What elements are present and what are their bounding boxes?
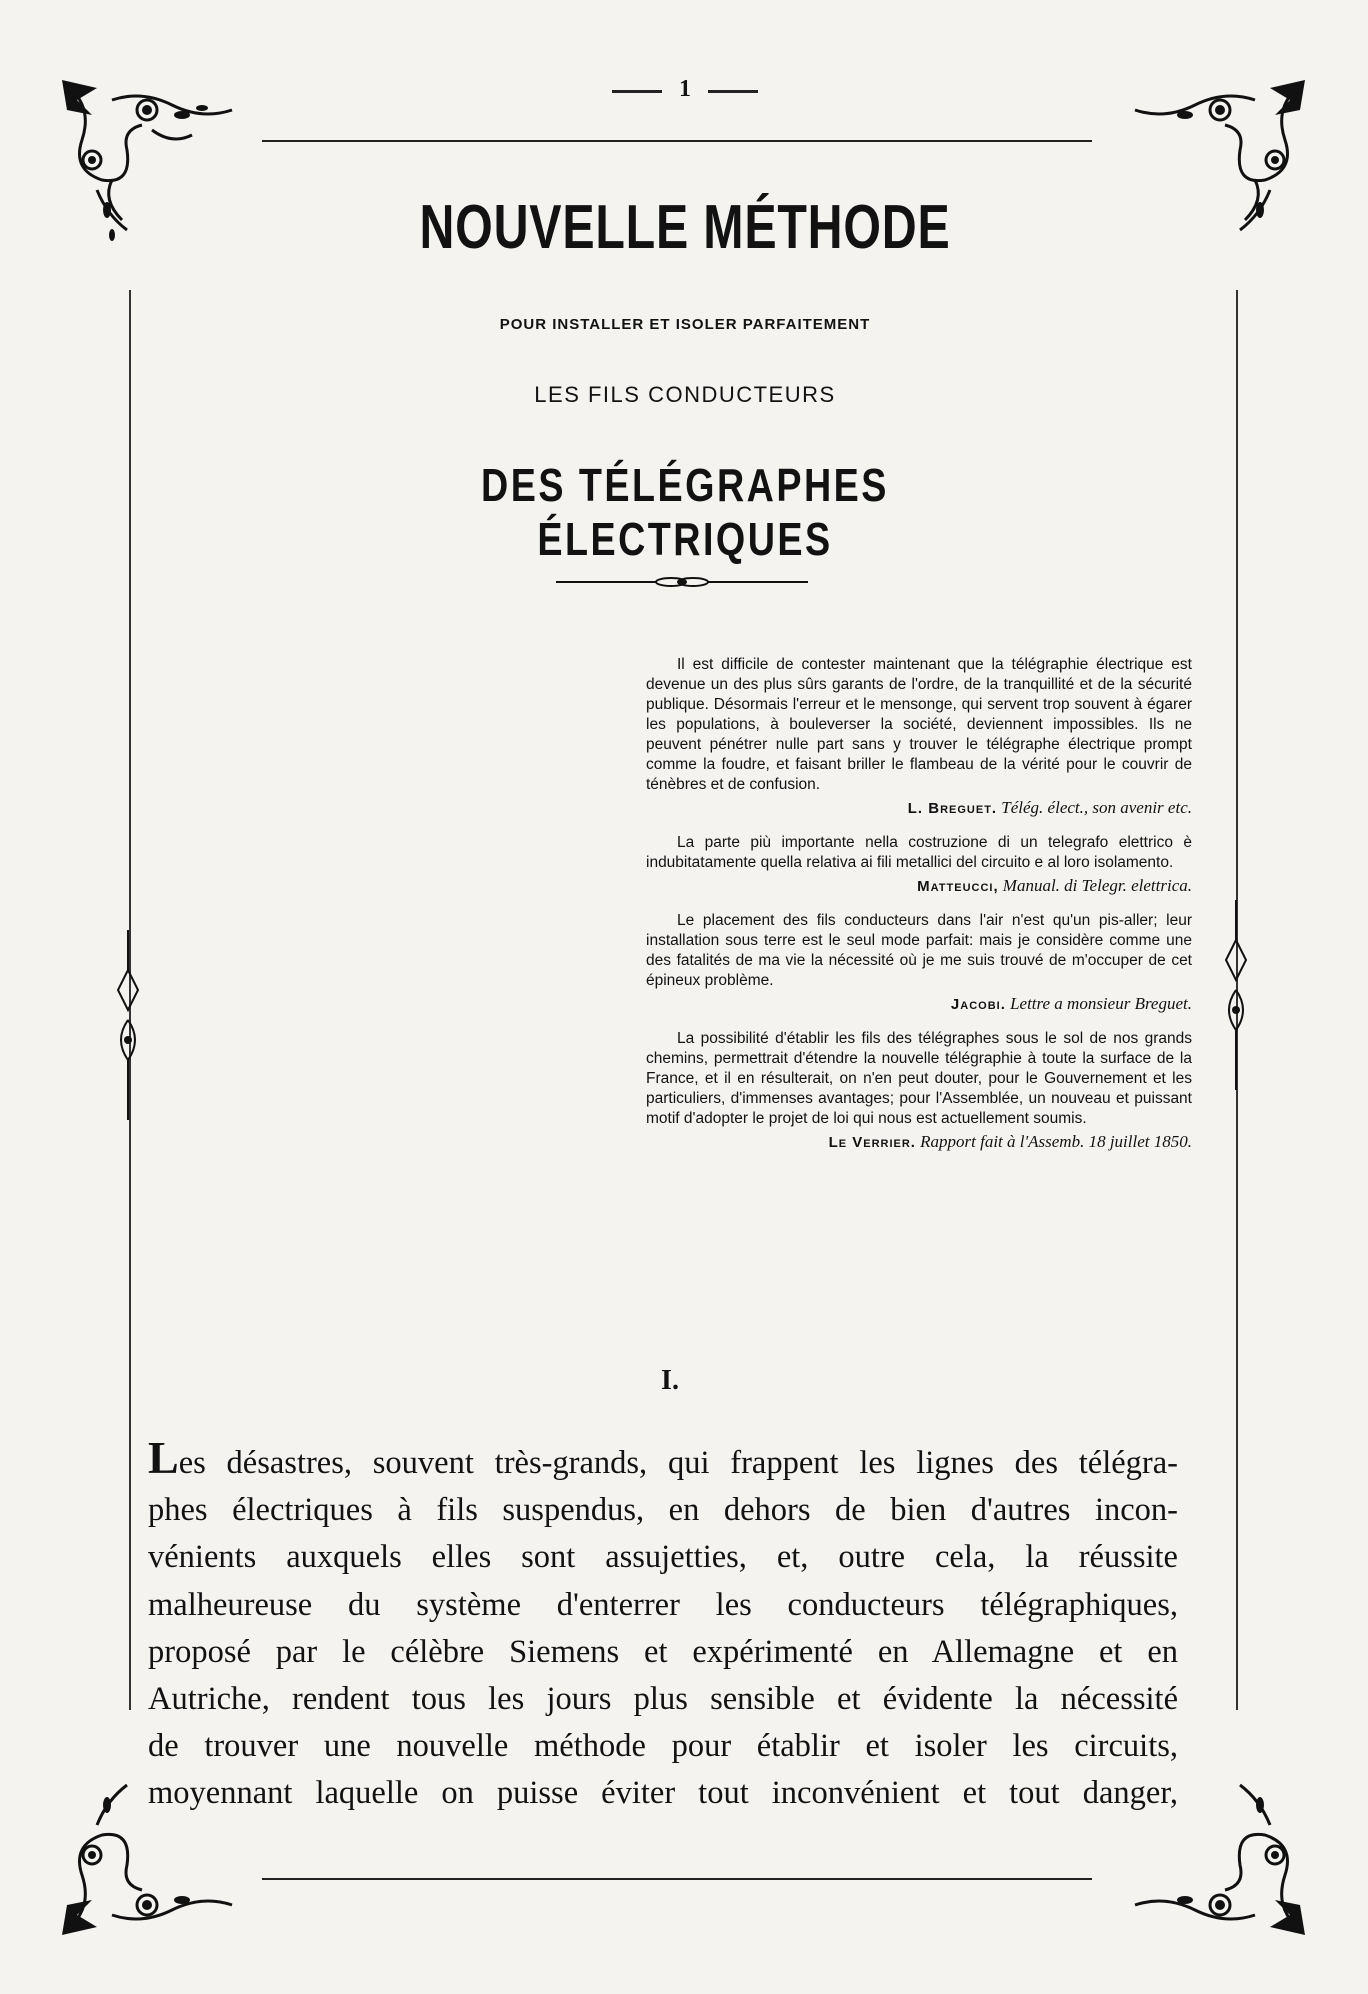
page-number-block [600, 76, 770, 106]
side-ornament-icon [1218, 900, 1254, 1090]
drop-cap: L [148, 1432, 179, 1483]
epigraph-text: La parte più importante nella costruzione di un telegrafo elettrico è indubitatamente quella relativa ai fili metallici del circuito e al loro isolamento. [646, 834, 1192, 871]
body-line: phes électriques à fils suspendus, en dehors de bien d'autres incon- [148, 1492, 1178, 1529]
epigraph-work: Rapport fait à l'Assemb. 18 juillet 1850. [920, 1132, 1192, 1151]
epigraph-work: Lettre a monsieur Breguet. [1010, 994, 1192, 1013]
epigraph-author: Le Verrier. [828, 1134, 916, 1151]
epigraph-citation [646, 1132, 1192, 1153]
page-number-rule-left [612, 90, 662, 93]
body-line: moyennant laquelle on puisse éviter tout inconvénient et tout danger, [148, 1775, 1178, 1812]
epigraph-citation [646, 798, 1192, 819]
body-line: proposé par le célèbre Siemens et expérimenté en Allemagne et en [148, 1633, 1178, 1670]
corner-ornament-icon [52, 70, 252, 270]
body-line: vénients auxquels elles sont assujetties, et, outre cela, la réussite [148, 1539, 1178, 1576]
epigraph-author: Jacobi. [950, 996, 1006, 1013]
section-number: I. [661, 1365, 679, 1396]
frame-top-rule [262, 140, 1092, 142]
main-title: NOUVELLE MÉTHODE [419, 193, 951, 262]
subtitle-small: POUR INSTALLER ET ISOLER PARFAITEMENT [499, 316, 871, 333]
corner-ornament-icon [1115, 70, 1315, 270]
body-line-text: es désastres, souvent très-grands, qui frappent les lignes des télégra- [178, 1445, 1178, 1481]
body-line [148, 1432, 1178, 1487]
page-number: 1 [673, 76, 697, 102]
body-line: malheureuse du système d'enterrer les conducteurs télégraphiques, [148, 1586, 1178, 1623]
epigraph-citation [646, 994, 1192, 1015]
epigraph-text: Il est difficile de contester maintenant que la télégraphie électrique est devenue un des plus sûrs garants de l'ordre, de la tranquillité et de la sécurité publique. Désormais l'erreur et le mensonge, qui servent trop souvent à égarer les populations, à bouleverser la société, deviennent impossibles. Ils ne peuvent pénétrer nulle part sans y trouver le télégraphe électrique prompt comme la foudre, et faisant briller le flambeau de la vérité pour le couvrir de ténèbres et de confusion. [646, 656, 1192, 793]
frame-bottom-rule [262, 1878, 1092, 1880]
page-number-rule-right [708, 90, 758, 93]
epigraph-author: L. Breguet. [907, 800, 998, 817]
divider-ornament-icon [556, 572, 808, 592]
epigraph-work: Télég. élect., son avenir etc. [1001, 798, 1192, 817]
epigraph-author: Matteucci, [917, 878, 999, 895]
epigraph-citation [646, 876, 1192, 897]
epigraph-text: Le placement des fils conducteurs dans l'air n'est qu'un pis-aller; leur installation sous terre est le seul mode parfait: mais je considère comme une des fatalités de ma vie la nécessité où je me suis trouvé de m'occuper de cet épineux problème. [646, 912, 1192, 989]
epigraph-work: Manual. di Telegr. elettrica. [1002, 876, 1192, 895]
body-paragraph [148, 1432, 1178, 1818]
epigraph-text: La possibilité d'établir les fils des télégraphes sous le sol de nos grands chemins, permettrait d'étendre la nouvelle télégraphie à toute la surface de la France, et il en résulterait, on n'en peut douter, pour le Gouvernement et les particuliers, d'immenses avantages; pour l'Assemblée, un nouveau et puissant motif d'adopter le projet de loi qui nous est actuellement soumis. [646, 1030, 1192, 1127]
body-line: de trouver une nouvelle méthode pour établir et isoler les circuits, [148, 1728, 1178, 1765]
side-ornament-icon [110, 930, 146, 1120]
second-title: DES TÉLÉGRAPHES ÉLECTRIQUES [481, 459, 889, 565]
body-line: Autriche, rendent tous les jours plus sensible et évidente la nécessité [148, 1681, 1178, 1718]
subtitle-medium: LES FILS CONDUCTEURS [534, 382, 836, 407]
epigraphs [646, 655, 1192, 1167]
